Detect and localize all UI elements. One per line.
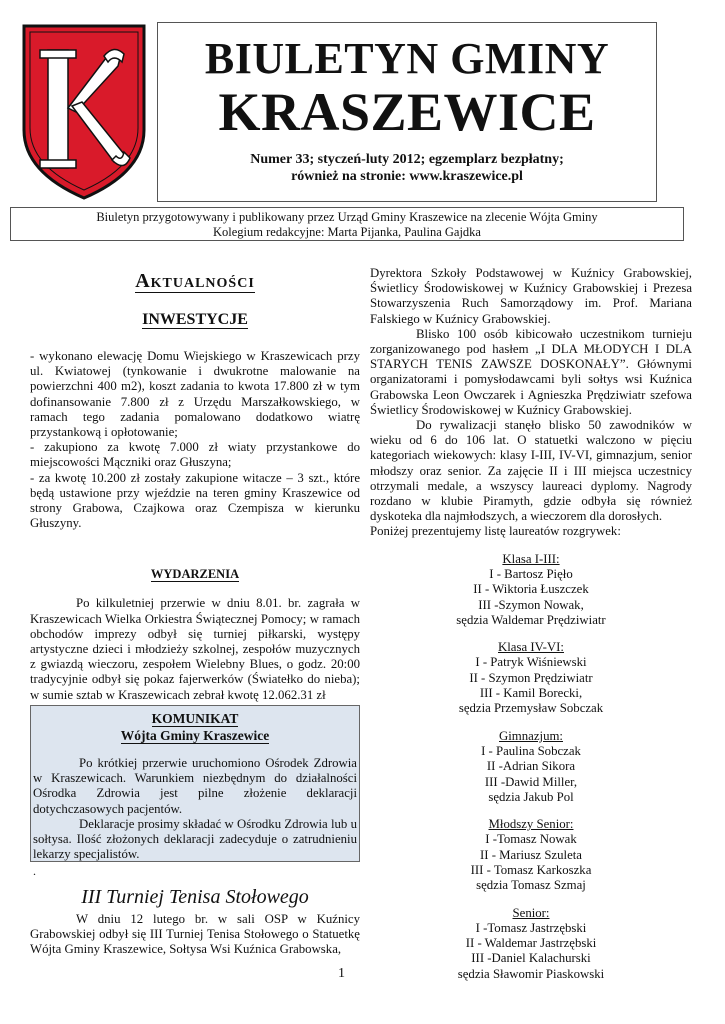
page-number: 1: [338, 966, 345, 981]
winner-line: II - Waldemar Jastrzębski: [465, 936, 597, 951]
winner-line: III -Szymon Nowak,: [478, 597, 584, 612]
category-senior: [370, 906, 692, 982]
winner-line: II - Wiktoria Łuszczek: [473, 582, 589, 597]
wydarzenia-text: Po kilkuletniej przerwie w dniu 8.01. br. zagrała w Kraszewicach Wielka Orkiestra Świątecznej Pomocy; w ramach obchodów imprezy odbył się turniej piłkarski, występy artystyczne dzieci i młodzieży szkolnej, zespołów muzycznych z gwiazdą wieczoru, zespołem Wielebny Blues, o godz. 20:00 tradycyjnie odbył się pokaz fajerwerków (Światełko do nieba); w sumie sztab w Kraszewicach zebrał kwotę 12.062.31 zł: [30, 596, 360, 702]
inwestycje-text: - wykonano elewację Domu Wiejskiego w Kraszewicach przy ul. Kwiatowej (tynkowanie i dwukrotne malowanie na powierzchni 400 m2), koszt zadania to kwota 17.800 zł w tym dofinansowanie 7.800 zł z Urzędu Marszałkowskiego, w ramach tego zadania pomalowano dodatkowo wiatrę przystankową i opłotowanie; - zakupiono za kwotę 7.000 zł wiaty przystankowe do miejscowości Mączniki oraz Głuszyna; - za kwotę 10.200 zł zostały zakupione witacze – 3 szt., które będą ustawione przy wjeździe na teren gminy Kraszewice od strony Grabowa, Czajkowa oraz Czempisza w kierunku Głuszyny.: [30, 349, 360, 531]
editorial-board: Kolegium redakcyjne: Marta Pijanka, Paulina Gajdka: [213, 225, 481, 239]
shield-icon: [20, 22, 148, 202]
issue-info: Numer 33; styczeń-luty 2012; egzemplarz bezpłatny;: [250, 152, 564, 167]
announcement-para-2: Deklaracje prosimy składać w Ośrodku Zdrowia lub u sołtysa. Ilość złożonych deklaracji zadecyduje o zatrudnieniu lekarzy specjalistów.: [33, 816, 357, 862]
winner-line: I - Paulina Sobczak: [481, 743, 581, 758]
category-gimnazjum: [370, 729, 692, 805]
announcement-box: [30, 705, 360, 862]
turniej-text-right-2: Blisko 100 osób kibicowało uczestnikom turnieju zorganizowanego pod hasłem „I DLA MŁODYCH I DLA STARYCH TENIS ZAWSZE DOSKONAŁY”. Głównymi organizatorami i pomysłodawcami byli sołtys wsi Kuźnica Grabowska Leon Owczarek i Agnieszka Prędziwiatr szefowa Świetlicy Środowiskowej w Kuźnicy Grabowskiej.: [370, 326, 692, 417]
winner-line: III -Dawid Miller,: [484, 774, 578, 789]
referee-line: sędzia Sławomir Piaskowski: [457, 966, 605, 981]
article-title-turniej: III Turniej Tenisa Stołowego: [81, 886, 309, 908]
category-heading: Klasa I-III:: [502, 551, 560, 566]
category-klasa-4-6: [370, 640, 692, 716]
turniej-text-right-3: Do rywalizacji stanęło blisko 50 zawodników w wieku od 6 do 106 lat. O statuetki walczono w pięciu kategoriach wiekowych: klasy I-III, IV-VI, gimnazjum, senior młodszy oraz senior. Za zajęcie II i III miejsca uczestnicy otrzymali medale, a wszyscy laureaci dyplomy. Nagrody rozdano w klubie Piramyth, gdzie odbyła się również dyskoteka dla najmłodszych, a wieczorem dla dorosłych.: [370, 418, 692, 524]
publisher-line: Biuletyn przygotowywany i publikowany przez Urząd Gminy Kraszewice na zlecenie Wójta Gminy: [96, 210, 598, 224]
category-heading: Senior:: [512, 905, 550, 920]
winner-line: II - Mariusz Szuleta: [480, 847, 582, 862]
winner-line: I - Bartosz Pięło: [489, 566, 573, 581]
referee-line: sędzia Waldemar Prędziwiatr: [456, 612, 606, 627]
right-column: [370, 266, 692, 982]
winner-line: I -Tomasz Nowak: [485, 832, 577, 847]
turniej-text-left: W dniu 12 lutego br. w sali OSP w Kuźnicy Grabowskiej odbył się III Turniej Tenisa Stołowego o Statuetkę Wójta Gminy Kraszewice, Sołtysa Wsi Kuźnica Grabowska,: [30, 912, 360, 957]
heading-wydarzenia: WYDARZENIA: [150, 567, 240, 582]
announcement-para-1: Po krótkiej przerwie uruchomiono Ośrodek Zdrowia w Kraszewicach. Warunkiem niezbędnym do działalności Ośrodka Zdrowia jest pilne złożenie deklaracji dotychczasowych pacjentów.: [33, 756, 357, 816]
masthead: [157, 22, 657, 202]
stray-dot: .: [33, 864, 36, 878]
category-heading: Klasa IV-VI:: [498, 640, 564, 655]
category-heading: Młodszy Senior:: [488, 817, 574, 832]
announcement-heading: KOMUNIKAT: [151, 711, 239, 726]
website-info: również na stronie: www.kraszewice.pl: [291, 169, 523, 184]
winner-line: III - Tomasz Karkoszka: [470, 863, 592, 877]
left-column: [30, 270, 360, 703]
category-mlodszy-senior: [370, 817, 692, 893]
heading-inwestycje: INWESTYCJE: [142, 311, 248, 328]
winner-line: III -Daniel Kalachurski: [471, 951, 591, 966]
winner-line: I - Patryk Wiśniewski: [475, 655, 587, 670]
publisher-info: [10, 207, 684, 241]
referee-line: sędzia Tomasz Szmaj: [476, 878, 586, 893]
winner-line: II -Adrian Sikora: [486, 759, 576, 774]
announcement-subheading: Wójta Gminy Kraszewice: [120, 728, 270, 743]
winner-line: II - Szymon Prędziwiatr: [469, 670, 593, 685]
winner-line: III - Kamil Borecki,: [479, 686, 583, 701]
title-line-1: BIULETYN GMINY: [204, 34, 610, 83]
turniej-text-right-4: Poniżej prezentujemy listę laureatów rozgrywek:: [370, 524, 621, 539]
turniej-text-right-1: Dyrektora Szkoły Podstawowej w Kuźnicy Grabowskiej, Świetlicy Środowiskowej w Kuźnicy Grabowskiej i Prezesa Stowarzyszenia Ruch Samorządowy im. Prof. Mariana Falskiego w Kuźnicy Grabowskiej.: [370, 266, 692, 326]
winner-line: I -Tomasz Jastrzębski: [475, 920, 587, 935]
referee-line: sędzia Jakub Pol: [488, 789, 574, 804]
coat-of-arms: [20, 22, 148, 202]
title-line-2: KRASZEWICE: [218, 82, 596, 142]
referee-line: sędzia Przemysław Sobczak: [458, 701, 604, 716]
category-klasa-1-3: [370, 552, 692, 628]
category-heading: Gimnazjum:: [499, 728, 563, 743]
section-title-aktualnosci: Aktualności: [135, 270, 255, 292]
